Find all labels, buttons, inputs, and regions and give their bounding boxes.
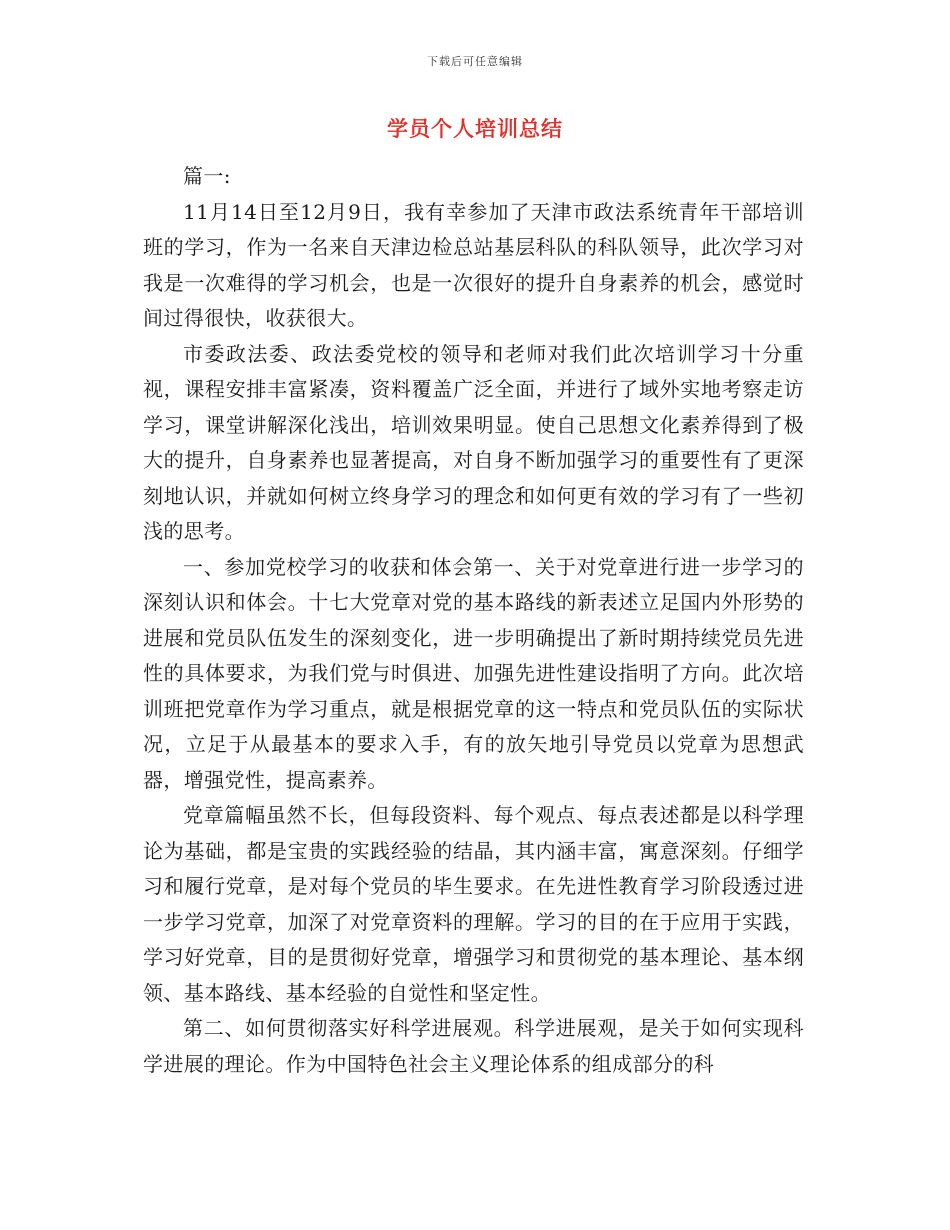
paragraph: 一、参加党校学习的收获和体会第一、关于对党章进行进一步学习的深刻认识和体会。十七大党章对党的基本路线的新表述立足国内外形势的进展和党员队伍发生的深刻变化，进一步明确提出了新时期持续党员先进性的具体要求，为我们党与时俱进、加强先进性建设指明了方向。此次培训班把党章作为学习重点，就是根据党章的这一特点和党员队伍的实际状况，立足于从最基本的要求入手，有的放矢地引导党员以党章为思想武器，增强党性，提高素养。 [143,554,804,792]
paragraph: 第二、如何贯彻落实好科学进展观。科学进展观，是关于如何实现科学进展的理论。作为中国特色社会主义理论体系的组成部分的科 [143,1016,804,1076]
paragraph: 11月14日至12月9日，我有幸参加了天津市政法系统青年干部培训班的学习，作为一名来自天津边检总站基层科队的科队领导，此次学习对我是一次难得的学习机会，也是一次很好的提升自身素养的机会，感觉时间过得很快，收获很大。 [143,199,804,330]
document-body [143,159,804,1082]
paragraph-section-label: 篇一: [183,164,231,188]
page-header-note: 下载后可任意编辑 [427,55,523,68]
paragraph: 市委政法委、政法委党校的领导和老师对我们此次培训学习十分重视，课程安排丰富紧凑，资料覆盖广泛全面，并进行了域外实地考察走访学习，课堂讲解深化浅出，培训效果明显。使自己思想文化素养得到了极大的提升，自身素养也显著提高，对自身不断加强学习的重要性有了更深刻地认识，并就如何树立终身学习的理念和如何更有效的学习有了一些初浅的思考。 [143,341,804,543]
paragraph: 党章篇幅虽然不长，但每段资料、每个观点、每点表述都是以科学理论为基础，都是宝贵的实践经验的结晶，其内涵丰富，寓意深刻。仔细学习和履行党章，是对每个党员的毕生要求。在先进性教育学习阶段透过进一步学习党章，加深了对党章资料的理解。学习的目的在于应用于实践，学习好党章，目的是贯彻好党章，增强学习和贯彻党的基本理论、基本纲领、基本路线、基本经验的自觉性和坚定性。 [143,803,804,1005]
document-title: 学员个人培训总结 [387,116,563,141]
